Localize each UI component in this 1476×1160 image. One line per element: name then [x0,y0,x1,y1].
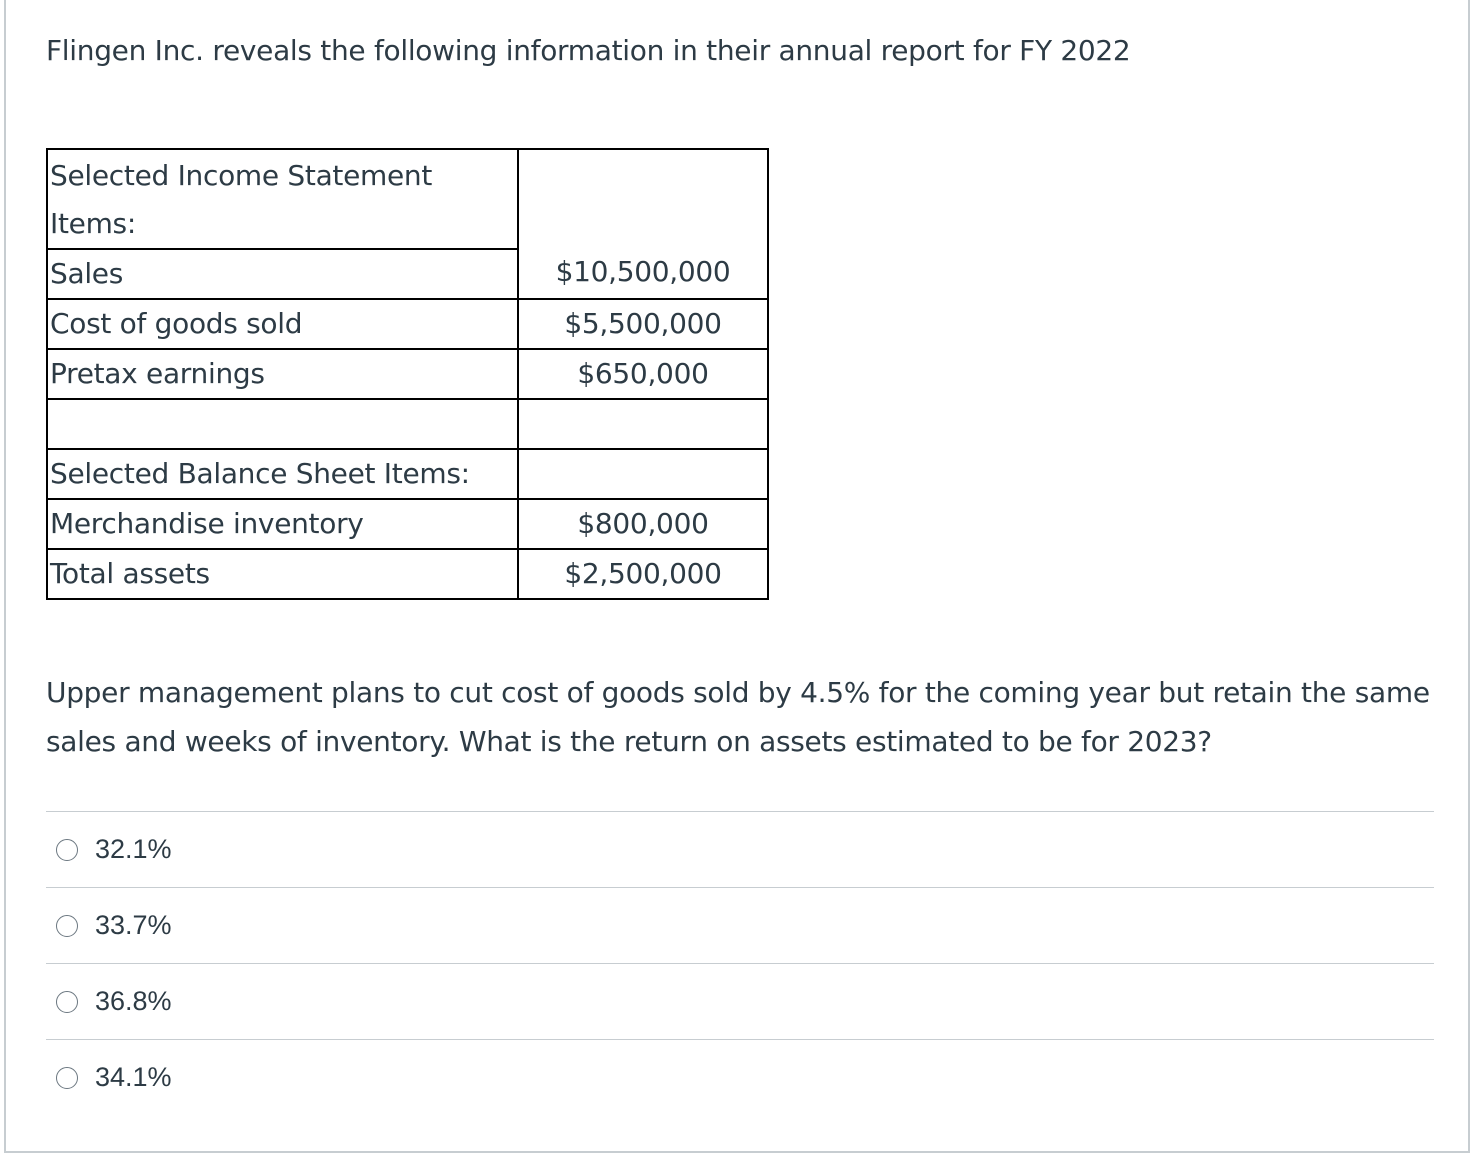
answer-label[interactable]: 32.1% [95,834,172,864]
intro-text: Flingen Inc. reveals the following information in their annual report for FY 2022 [46,34,1131,67]
inventory-label-cell [47,499,518,549]
cogs-value: $5,500,000 [564,307,722,340]
financial-table [46,148,769,600]
answer-option-2[interactable] [46,887,1434,963]
answer-list [46,811,1434,1115]
table-row [47,149,768,249]
radio-button-icon[interactable] [56,991,78,1013]
pretax-label: Pretax earnings [50,357,265,390]
sales-value-cell [518,149,768,299]
assets-value-cell [518,549,768,599]
table-row [47,399,768,449]
table-row [47,349,768,399]
pretax-label-cell [47,349,518,399]
table-row [47,299,768,349]
table-row [47,499,768,549]
inventory-value-cell [518,499,768,549]
sales-value: $10,500,000 [555,255,731,288]
sales-label-cell [47,249,518,299]
table-row [47,449,768,499]
table-row [47,549,768,599]
cogs-label-cell [47,299,518,349]
empty-cell [518,449,768,499]
balance-header: Selected Balance Sheet Items: [50,457,470,490]
answer-label[interactable]: 36.8% [95,986,172,1016]
radio-button-icon[interactable] [56,915,78,937]
cogs-value-cell [518,299,768,349]
answer-label[interactable]: 33.7% [95,910,172,940]
assets-value: $2,500,000 [564,557,722,590]
balance-header-cell [47,449,518,499]
empty-cell [47,399,518,449]
inventory-label: Merchandise inventory [50,507,364,540]
question-text: Upper management plans to cut cost of goods sold by 4.5% for the coming year but retain the same sales and weeks of inventory. What is the return on assets estimated to be for 2023? [46,676,1430,758]
assets-label: Total assets [50,557,210,590]
empty-cell [518,399,768,449]
answer-option-1[interactable] [46,811,1434,887]
cogs-label: Cost of goods sold [50,307,303,340]
answer-label[interactable]: 34.1% [95,1062,172,1092]
income-header-line1: Selected Income Statement [50,159,433,192]
radio-button-icon[interactable] [56,839,78,861]
sales-label: Sales [50,257,124,290]
income-header-line2: Items: [50,207,136,240]
pretax-value-cell [518,349,768,399]
inventory-value: $800,000 [577,507,709,540]
assets-label-cell [47,549,518,599]
answer-option-4[interactable] [46,1039,1434,1115]
income-header-cell [47,149,518,249]
radio-button-icon[interactable] [56,1067,78,1089]
answer-option-3[interactable] [46,963,1434,1039]
pretax-value: $650,000 [577,357,709,390]
